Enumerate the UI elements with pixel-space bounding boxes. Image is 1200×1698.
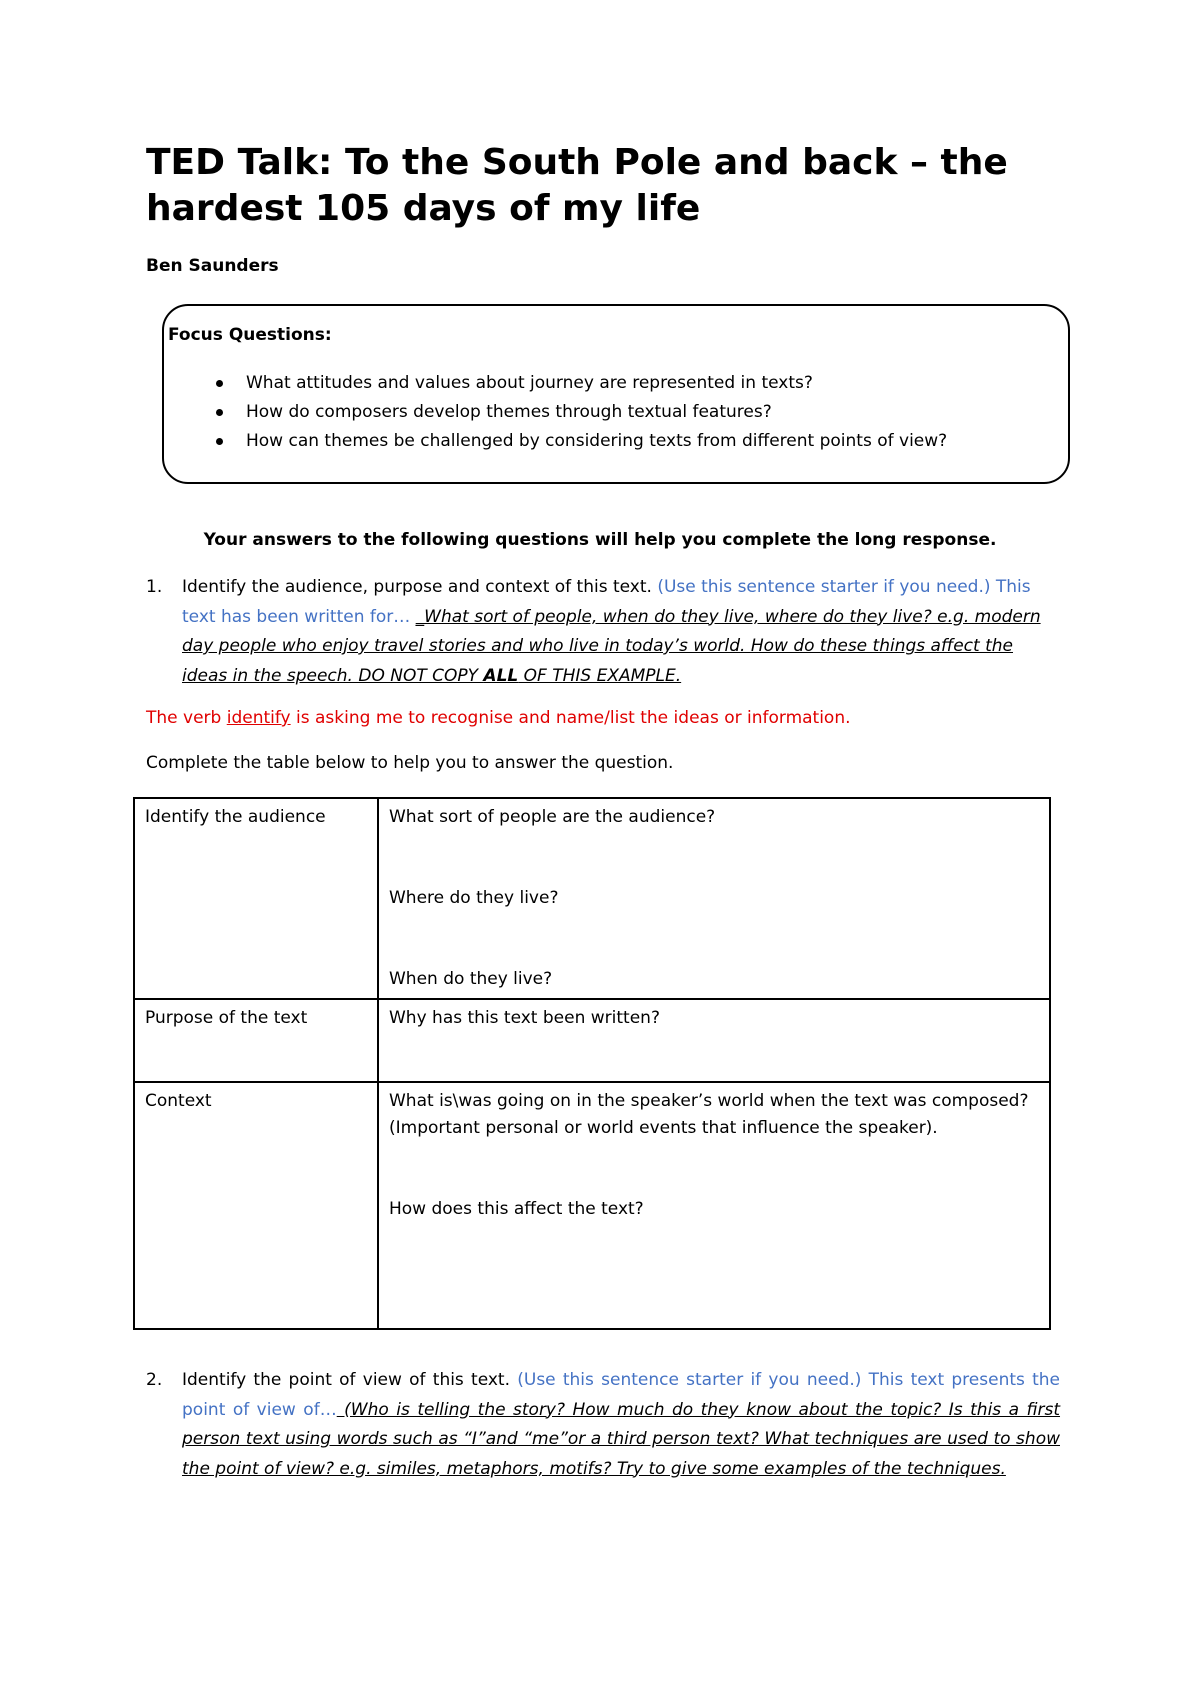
answer-space — [389, 831, 1039, 885]
cell-prompt: Where do they live? — [389, 888, 559, 908]
cell-label: Context — [145, 1091, 212, 1111]
bullet-icon — [216, 380, 223, 387]
table-instruction: Complete the table below to help you to answer the question. — [146, 753, 674, 773]
intro-instruction: Your answers to the following questions will help you complete the long response. — [203, 530, 997, 550]
verb-note-text: is asking me to recognise and name/list the ideas or information. — [290, 708, 851, 728]
verb-keyword: identify — [226, 708, 291, 728]
table-row — [134, 999, 1050, 1082]
purpose-answer-cell[interactable] — [378, 999, 1050, 1082]
audience-answer-cell[interactable] — [378, 798, 1050, 999]
focus-question-text: How can themes be challenged by considering texts from different points of view? — [246, 431, 948, 451]
cell-prompt: How does this affect the text? — [389, 1199, 644, 1219]
cell-prompt: What sort of people are the audience? — [389, 807, 716, 827]
example-text: (Who is telling the story? How much do they know about the topic? Is this a first person text using words such as “I”and “me”or a third person text? What techniques are used to show the point of view? e.g. similes, metaphors, motifs? Try to give some examples of the techniques. — [182, 1399, 1061, 1479]
focus-question-item — [168, 427, 1058, 456]
sentence-starter-hint: (Use this sentence starter if you need.) This text presents the point of view of… — [182, 1370, 1060, 1420]
focus-question-text: How do composers develop themes through textual features? — [246, 402, 772, 422]
cell-prompt: Why has this text been written? — [389, 1008, 660, 1028]
author-name: Ben Saunders — [146, 256, 279, 276]
answer-space — [389, 1142, 1039, 1196]
focus-questions-heading: Focus Questions: — [168, 325, 332, 345]
bullet-icon — [216, 409, 223, 416]
focus-question-item — [168, 398, 1058, 427]
table-row — [134, 1082, 1050, 1329]
sentence-starter-hint: (Use this sentence starter if you need.) This text has been written for… — [182, 577, 1031, 627]
question-text: Identify the audience, purpose and context of this text. — [182, 577, 652, 597]
page-title: TED Talk: To the South Pole and back – the hardest 105 days of my life — [146, 142, 1008, 229]
context-answer-cell[interactable] — [378, 1082, 1050, 1329]
focus-question-item — [168, 369, 1058, 398]
bullet-icon — [216, 438, 223, 445]
cell-label: Purpose of the text — [145, 1008, 308, 1028]
verb-note-text: The verb — [146, 708, 227, 728]
cell-prompt: What is\was going on in the speaker’s world when the text was composed? (Important personal or world events that influence the speaker). — [389, 1091, 1029, 1138]
question-number: 1. — [146, 577, 163, 597]
purpose-label-cell — [134, 999, 378, 1082]
example-emphasis: ALL — [483, 665, 519, 686]
answer-space — [389, 912, 1039, 966]
analysis-table — [133, 797, 1051, 1330]
question-1 — [146, 573, 1060, 691]
cell-prompt: When do they live? — [389, 969, 553, 989]
example-part: OF THIS EXAMPLE. — [518, 665, 682, 686]
table-row — [134, 798, 1050, 999]
example-part: _What sort of people, when do they live, where do they live? e.g. modern day people who enjoy travel stories and who live in today’s world. How do these things affect the ideas in the speech. DO NOT COPY — [182, 606, 1041, 686]
focus-question-text: What attitudes and values about journey are represented in texts? — [246, 373, 813, 393]
question-number: 2. — [146, 1370, 163, 1390]
context-label-cell — [134, 1082, 378, 1329]
question-text: Identify the point of view of this text. — [182, 1370, 510, 1390]
audience-label-cell — [134, 798, 378, 999]
cell-label: Identify the audience — [145, 807, 326, 827]
question-2 — [146, 1366, 1061, 1484]
verb-note — [146, 708, 851, 728]
focus-questions-list — [168, 369, 1058, 456]
